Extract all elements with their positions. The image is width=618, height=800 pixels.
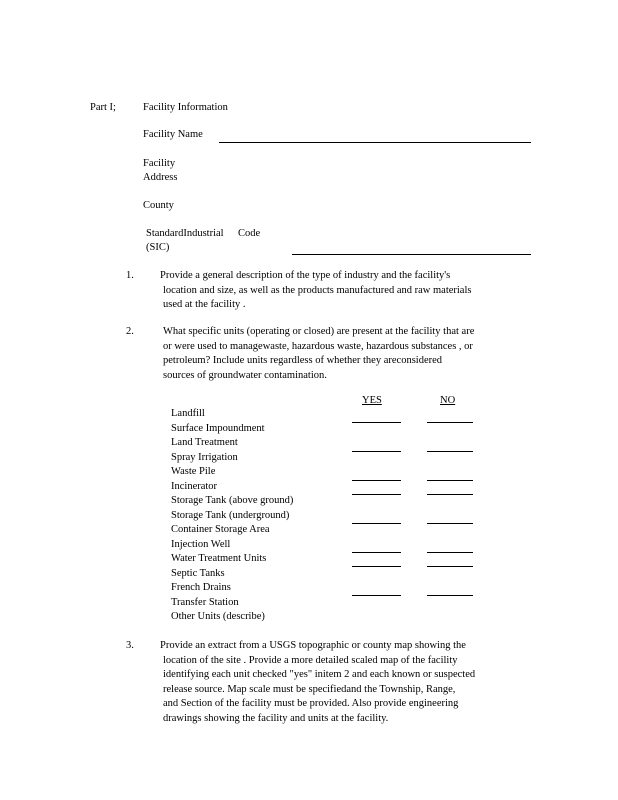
yes-blank[interactable]: [352, 523, 401, 524]
unit-item: Transfer Station: [171, 596, 239, 608]
q1-line: location and size, as well as the products manufactured and raw materials: [163, 284, 472, 296]
no-blank[interactable]: [427, 480, 473, 481]
q3-line: drawings showing the facility and units at the facility.: [163, 712, 389, 724]
q3-line: Provide an extract from a USGS topographic or county map showing the: [160, 640, 466, 651]
section-title: Facility Information: [143, 102, 228, 113]
yes-blank[interactable]: [352, 494, 401, 495]
q1-text: [160, 269, 471, 313]
q3-line: and Section of the facility must be provided. Also provide engineering: [163, 698, 459, 709]
sic-label-line2: (SIC): [146, 242, 170, 253]
q2-number: 2.: [126, 326, 134, 337]
yes-blank[interactable]: [352, 451, 401, 452]
yes-blank[interactable]: [352, 595, 401, 596]
unit-item: Land Treatment: [171, 437, 238, 448]
q2-line: petroleum? Include units regardless of whether they areconsidered: [163, 355, 443, 366]
facility-name-blank[interactable]: [219, 142, 531, 143]
unit-list: [171, 407, 293, 625]
facility-address-label-line1: Facility: [143, 158, 176, 169]
unit-item: Spray Irrigation: [171, 451, 238, 463]
no-blank[interactable]: [427, 451, 473, 452]
unit-item: Water Treatment Units: [171, 553, 267, 564]
q2-line: or were used to managewaste, hazardous waste, hazardous substances , or: [163, 340, 473, 352]
no-blank[interactable]: [427, 595, 473, 596]
q2-line: sources of groundwater contamination.: [163, 369, 327, 381]
unit-item: Container Storage Area: [171, 524, 270, 535]
unit-item: Storage Tank (above ground): [171, 495, 294, 506]
county-label: County: [143, 200, 174, 211]
unit-item: Injection Well: [171, 538, 231, 550]
unit-item: Other Units (describe): [171, 611, 265, 622]
unit-item: Incinerator: [171, 480, 218, 492]
q3-number: 3.: [126, 640, 134, 651]
no-blank[interactable]: [427, 523, 473, 524]
yes-blank[interactable]: [352, 422, 401, 423]
q3-line: location of the site . Provide a more detailed scaled map of the facility: [163, 654, 458, 666]
sic-code-blank[interactable]: [292, 254, 531, 255]
yes-blank[interactable]: [352, 552, 401, 553]
q1-line: Provide a general description of the type of industry and the facility's: [160, 270, 451, 281]
yes-blank[interactable]: [352, 480, 401, 481]
q2-line: What specific units (operating or closed) are present at the facility that are: [163, 326, 475, 337]
unit-item: French Drains: [171, 582, 231, 593]
sic-label-line1: StandardIndustrial: [146, 228, 224, 239]
q2-text: [163, 325, 474, 383]
no-blank[interactable]: [427, 494, 473, 495]
no-blank[interactable]: [427, 566, 473, 567]
q3-text: [160, 639, 475, 726]
unit-item: Septic Tanks: [171, 567, 225, 579]
sic-code-label: Code: [238, 228, 261, 239]
q3-line: release source. Map scale must be specifiedand the Township, Range,: [163, 683, 456, 695]
part-label: Part I;: [90, 102, 116, 113]
q1-line: used at the facility .: [163, 299, 246, 310]
unit-item: Waste Pile: [171, 466, 216, 477]
q1-number: 1.: [126, 270, 134, 281]
q3-line: identifying each unit checked "yes" initem 2 and each known or suspected: [163, 669, 476, 680]
unit-item: Landfill: [171, 408, 205, 419]
no-header: NO: [440, 395, 456, 406]
yes-header: YES: [362, 395, 382, 406]
no-blank[interactable]: [427, 422, 473, 423]
no-blank[interactable]: [427, 552, 473, 553]
facility-name-label: Facility Name: [143, 129, 203, 140]
facility-address-label-line2: Address: [143, 172, 178, 183]
unit-item: Surface Impoundment: [171, 422, 265, 434]
yes-blank[interactable]: [352, 566, 401, 567]
unit-item: Storage Tank (underground): [171, 509, 290, 521]
